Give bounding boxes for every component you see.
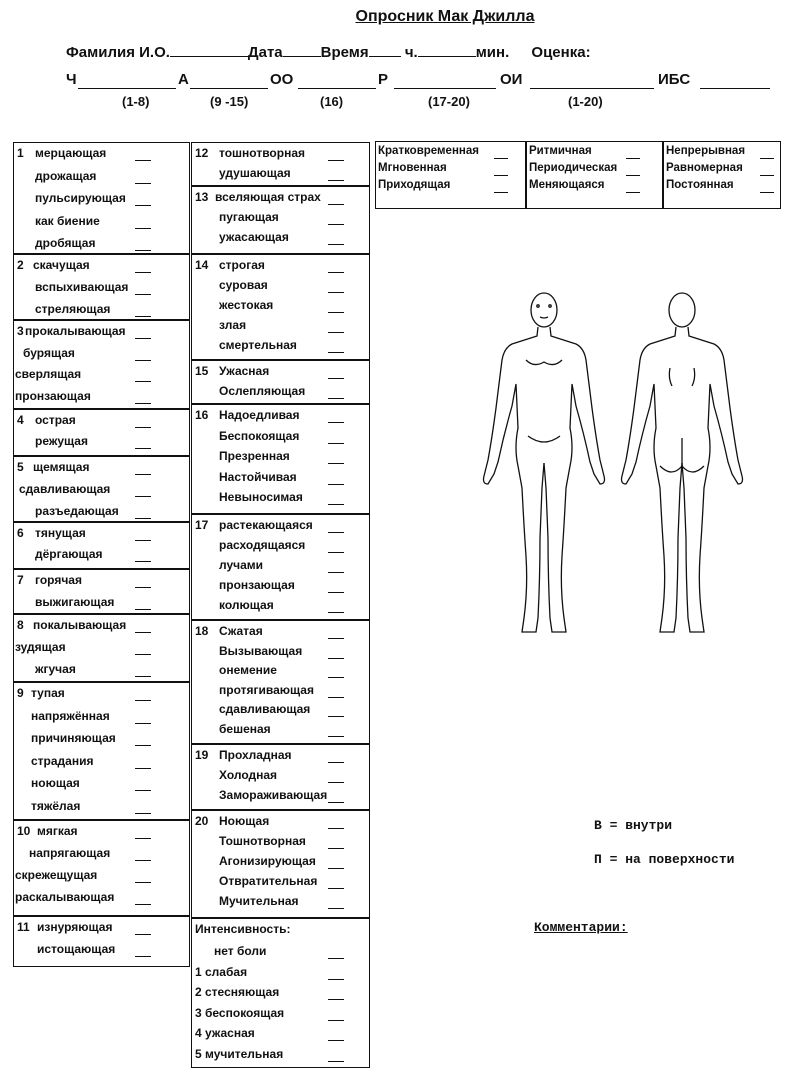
descriptor-checkbox[interactable] xyxy=(135,860,151,861)
legend-surface: П = на поверхности xyxy=(594,852,735,867)
index-field[interactable] xyxy=(700,88,770,89)
intensity-checkbox[interactable] xyxy=(328,1061,344,1062)
descriptor-word: сверлящая xyxy=(15,367,82,381)
descriptor-word: Сжатая xyxy=(219,624,263,638)
descriptor-word: острая xyxy=(35,413,76,427)
page-title: Опросник Мак Джилла xyxy=(355,8,535,25)
descriptor-checkbox[interactable] xyxy=(328,532,344,533)
descriptor-word: горячая xyxy=(35,573,82,587)
descriptor-checkbox[interactable] xyxy=(328,160,344,161)
descriptor-checkbox[interactable] xyxy=(328,572,344,573)
descriptor-checkbox[interactable] xyxy=(135,338,151,339)
descriptor-checkbox[interactable] xyxy=(135,250,151,251)
temporal-word: Постоянная xyxy=(666,179,734,191)
descriptor-checkbox[interactable] xyxy=(328,332,344,333)
descriptor-word: тянущая xyxy=(35,526,86,540)
descriptor-checkbox[interactable] xyxy=(135,768,151,769)
descriptor-word: бурящая xyxy=(23,345,75,360)
descriptor-word: суровая xyxy=(219,278,268,292)
descriptor-checkbox[interactable] xyxy=(328,677,344,678)
descriptor-checkbox[interactable] xyxy=(328,868,344,869)
group-number: 11 xyxy=(17,920,30,934)
descriptor-checkbox[interactable] xyxy=(328,422,344,423)
descriptor-checkbox[interactable] xyxy=(135,934,151,935)
descriptor-checkbox[interactable] xyxy=(328,592,344,593)
descriptor-word: пронзающая xyxy=(219,578,295,592)
intensity-checkbox[interactable] xyxy=(328,1040,344,1041)
descriptor-word: выжигающая xyxy=(35,595,115,609)
descriptor-word: смертельная xyxy=(219,338,297,352)
minutes-label: мин. xyxy=(475,44,510,61)
descriptor-checkbox[interactable] xyxy=(328,802,344,803)
descriptor-checkbox[interactable] xyxy=(328,378,344,379)
descriptor-word: скрежещущая xyxy=(15,868,98,882)
descriptor-word: мерцающая xyxy=(35,146,107,160)
hours-label: ч. xyxy=(404,44,418,61)
descriptor-checkbox[interactable] xyxy=(328,697,344,698)
index-label: ОИ xyxy=(500,71,523,88)
temporal-checkbox[interactable] xyxy=(760,175,774,176)
descriptor-word: тошнотворная xyxy=(219,146,306,160)
temporal-word: Приходящая xyxy=(378,179,451,191)
group-number: 12 xyxy=(195,146,209,160)
descriptor-word: вспыхивающая xyxy=(35,280,129,294)
group-number: 4 xyxy=(17,413,24,427)
descriptor-checkbox[interactable] xyxy=(135,790,151,791)
descriptor-word: пугающая xyxy=(219,210,279,224)
index-label: Р xyxy=(378,71,389,88)
descriptor-word: причиняющая xyxy=(31,731,116,745)
index-label: ОО xyxy=(270,71,294,88)
descriptor-checkbox[interactable] xyxy=(135,316,151,317)
descriptor-checkbox[interactable] xyxy=(135,561,151,562)
descriptor-checkbox[interactable] xyxy=(135,381,151,382)
descriptor-checkbox[interactable] xyxy=(135,904,151,905)
descriptor-word: Презренная xyxy=(219,449,290,463)
descriptor-word: протягивающая xyxy=(219,682,314,697)
temporal-word: Непрерывная xyxy=(666,145,746,157)
intensity-checkbox[interactable] xyxy=(328,1020,344,1021)
temporal-checkbox[interactable] xyxy=(494,175,508,176)
descriptor-checkbox[interactable] xyxy=(135,654,151,655)
descriptor-word: сдавливающая xyxy=(219,702,311,716)
descriptor-word: страдания xyxy=(31,753,94,768)
descriptor-checkbox[interactable] xyxy=(328,552,344,553)
intensity-heading: Интенсивность: xyxy=(195,922,291,936)
temporal-word: Мгновенная xyxy=(378,162,447,174)
descriptor-checkbox[interactable] xyxy=(135,700,151,701)
intensity-checkbox[interactable] xyxy=(328,999,344,1000)
descriptor-checkbox[interactable] xyxy=(328,828,344,829)
descriptor-word: Вызывающая xyxy=(219,643,303,658)
descriptor-checkbox[interactable] xyxy=(135,474,151,475)
group-number: 8 xyxy=(17,618,24,632)
group-number: 13 xyxy=(195,190,209,204)
index-label: А xyxy=(178,71,189,88)
descriptor-checkbox[interactable] xyxy=(328,224,344,225)
temporal-checkbox[interactable] xyxy=(760,158,774,159)
descriptor-word: Ужасная xyxy=(219,364,270,378)
group-number: 6 xyxy=(17,526,24,540)
descriptor-checkbox[interactable] xyxy=(328,463,344,464)
descriptor-checkbox[interactable] xyxy=(328,484,344,485)
temporal-word: Меняющаяся xyxy=(529,179,605,191)
temporal-checkbox[interactable] xyxy=(494,158,508,159)
descriptor-word: как биение xyxy=(35,213,100,228)
intensity-item: 3 беспокоящая xyxy=(195,1005,285,1020)
header-fields-row xyxy=(66,42,591,61)
descriptor-word: Надоедливая xyxy=(219,408,300,422)
descriptor-checkbox[interactable] xyxy=(135,632,151,633)
temporal-word: Периодическая xyxy=(529,162,618,174)
intensity-item: 2 стесняющая xyxy=(195,985,280,999)
descriptor-word: изнуряющая xyxy=(37,920,113,934)
descriptor-checkbox[interactable] xyxy=(135,676,151,677)
index-field[interactable] xyxy=(78,88,176,89)
descriptor-checkbox[interactable] xyxy=(135,360,151,361)
descriptor-checkbox[interactable] xyxy=(328,612,344,613)
descriptor-checkbox[interactable] xyxy=(328,312,344,313)
descriptor-word: лучами xyxy=(219,558,264,572)
descriptor-word: жгучая xyxy=(35,662,76,676)
descriptor-checkbox[interactable] xyxy=(328,658,344,659)
descriptor-checkbox[interactable] xyxy=(328,272,344,273)
descriptor-checkbox[interactable] xyxy=(328,888,344,889)
descriptor-checkbox[interactable] xyxy=(328,848,344,849)
descriptor-word: тупая xyxy=(31,686,65,700)
descriptor-word: Невыносимая xyxy=(219,490,303,504)
descriptor-word: Отвратительная xyxy=(219,874,318,888)
group-number: 19 xyxy=(195,748,209,762)
group-number: 15 xyxy=(195,364,209,378)
group-number: 2 xyxy=(17,258,24,272)
descriptor-word: Агонизирующая xyxy=(219,854,316,868)
descriptor-word: расходящаяся xyxy=(219,538,306,552)
temporal-word: Равномерная xyxy=(666,162,743,174)
index-label: Ч xyxy=(66,71,77,88)
group-number: 17 xyxy=(195,518,209,532)
temporal-checkbox[interactable] xyxy=(626,175,640,176)
descriptor-checkbox[interactable] xyxy=(328,504,344,505)
descriptor-checkbox[interactable] xyxy=(328,716,344,717)
descriptor-word: дробящая xyxy=(35,236,96,250)
temporal-word: Ритмичная xyxy=(529,145,592,157)
descriptor-checkbox[interactable] xyxy=(135,745,151,746)
index-field[interactable] xyxy=(190,88,268,89)
descriptor-checkbox[interactable] xyxy=(135,540,151,541)
descriptor-word: прокалывающая xyxy=(25,324,126,338)
descriptor-word: Холодная xyxy=(219,768,278,782)
descriptor-checkbox[interactable] xyxy=(135,882,151,883)
descriptor-checkbox[interactable] xyxy=(135,294,151,295)
descriptor-checkbox[interactable] xyxy=(135,587,151,588)
descriptor-checkbox[interactable] xyxy=(135,956,151,957)
descriptor-word: Ноющая xyxy=(219,814,270,828)
descriptor-checkbox[interactable] xyxy=(135,160,151,161)
intensity-checkbox[interactable] xyxy=(328,979,344,980)
temporal-checkbox[interactable] xyxy=(494,192,508,193)
descriptor-checkbox[interactable] xyxy=(328,292,344,293)
descriptor-checkbox[interactable] xyxy=(135,205,151,206)
descriptor-checkbox[interactable] xyxy=(328,443,344,444)
intensity-checkbox[interactable] xyxy=(328,958,344,959)
descriptor-checkbox[interactable] xyxy=(328,244,344,245)
descriptor-word: щемящая xyxy=(33,460,90,474)
descriptor-word: Замораживающая xyxy=(219,788,328,802)
descriptor-word: Настойчивая xyxy=(219,469,297,484)
group-number: 9 xyxy=(17,686,24,700)
descriptor-checkbox[interactable] xyxy=(328,762,344,763)
descriptor-word: Мучительная xyxy=(219,894,299,908)
group-number: 18 xyxy=(195,624,209,638)
descriptor-word: скачущая xyxy=(33,258,90,272)
descriptor-word: сдавливающая xyxy=(19,482,111,496)
group-number: 7 xyxy=(17,573,24,587)
temporal-word: Кратковременная xyxy=(378,145,479,157)
descriptor-checkbox[interactable] xyxy=(328,204,344,205)
index-label: ИБС xyxy=(658,71,691,88)
descriptor-word: колющая xyxy=(219,598,274,612)
group-number: 14 xyxy=(195,258,209,272)
descriptor-checkbox[interactable] xyxy=(328,352,344,353)
date-label: Дата xyxy=(247,44,283,61)
descriptor-checkbox[interactable] xyxy=(328,736,344,737)
descriptor-checkbox[interactable] xyxy=(135,838,151,839)
score-label: Оценка: xyxy=(531,44,591,61)
temporal-checkbox[interactable] xyxy=(760,192,774,193)
descriptor-word: вселяющая страх xyxy=(215,190,321,204)
time-hours-field[interactable] xyxy=(369,42,401,57)
time-label: Время xyxy=(320,44,369,61)
descriptor-checkbox[interactable] xyxy=(328,180,344,181)
fio-field[interactable] xyxy=(170,42,248,57)
index-field[interactable] xyxy=(394,88,496,89)
descriptor-word: бешеная xyxy=(219,721,271,736)
index-range: (9 -15) xyxy=(210,94,249,109)
descriptor-word: растекающаяся xyxy=(219,518,313,532)
descriptor-word: Ослепляющая xyxy=(219,384,306,398)
descriptor-word: напрягающая xyxy=(29,846,111,860)
descriptor-checkbox[interactable] xyxy=(135,183,151,184)
intensity-item: 4 ужасная xyxy=(195,1026,255,1040)
descriptor-word: тяжёлая xyxy=(31,798,81,813)
descriptor-word: Беспокоящая xyxy=(219,428,300,443)
temporal-checkbox[interactable] xyxy=(626,192,640,193)
descriptor-checkbox[interactable] xyxy=(135,609,151,610)
descriptor-word: дрожащая xyxy=(35,168,97,183)
intensity-item: нет боли xyxy=(214,944,267,958)
descriptor-word: Прохладная xyxy=(219,748,292,762)
descriptor-word: зудящая xyxy=(15,640,66,654)
descriptor-checkbox[interactable] xyxy=(135,723,151,724)
index-range: (1-8) xyxy=(122,94,150,109)
index-field[interactable] xyxy=(530,88,654,89)
group-number: 5 xyxy=(17,460,24,474)
legend-inside: В = внутри xyxy=(594,818,673,833)
descriptor-word: строгая xyxy=(219,258,265,272)
descriptor-word: жестокая xyxy=(219,298,274,312)
descriptor-word: разъедающая xyxy=(35,504,119,518)
comments-label: Комментарии: xyxy=(534,920,628,935)
index-range: (1-20) xyxy=(568,94,603,109)
intensity-item: 5 мучительная xyxy=(195,1046,284,1061)
descriptor-checkbox[interactable] xyxy=(135,228,151,229)
descriptor-word: пульсирующая xyxy=(35,191,126,205)
index-range: (16) xyxy=(320,94,344,109)
temporal-checkbox[interactable] xyxy=(626,158,640,159)
descriptor-checkbox[interactable] xyxy=(135,518,151,519)
fio-label: Фамилия И.О. xyxy=(66,44,170,61)
descriptor-checkbox[interactable] xyxy=(328,908,344,909)
descriptor-checkbox[interactable] xyxy=(135,813,151,814)
descriptor-word: пронзающая xyxy=(15,388,91,403)
descriptor-checkbox[interactable] xyxy=(328,398,344,399)
descriptor-checkbox[interactable] xyxy=(135,427,151,428)
group-number: 3 xyxy=(17,324,24,338)
body-figure-back[interactable] xyxy=(616,288,748,638)
group-number: 20 xyxy=(195,814,209,828)
index-field[interactable] xyxy=(298,88,376,89)
descriptor-word: стреляющая xyxy=(35,302,111,316)
descriptor-word: удушающая xyxy=(219,166,291,180)
descriptor-word: покалывающая xyxy=(33,618,127,632)
descriptor-word: дёргающая xyxy=(35,547,103,561)
intensity-item: 1 слабая xyxy=(195,964,248,979)
descriptor-word: злая xyxy=(219,318,247,332)
descriptor-checkbox[interactable] xyxy=(135,448,151,449)
descriptor-word: режущая xyxy=(35,434,88,448)
descriptor-checkbox[interactable] xyxy=(328,638,344,639)
descriptor-word: Тошнотворная xyxy=(219,834,306,848)
descriptor-word: мягкая xyxy=(37,824,78,838)
descriptor-checkbox[interactable] xyxy=(328,782,344,783)
index-range: (17-20) xyxy=(428,94,470,109)
descriptor-checkbox[interactable] xyxy=(135,496,151,497)
descriptor-word: онемение xyxy=(219,663,277,677)
descriptor-checkbox[interactable] xyxy=(135,403,151,404)
descriptor-word: истощающая xyxy=(37,942,116,956)
group-number: 16 xyxy=(195,408,209,422)
group-number: 1 xyxy=(17,146,24,160)
descriptor-word: ужасающая xyxy=(219,230,289,244)
time-minutes-field[interactable] xyxy=(418,42,476,57)
descriptor-word: раскалывающая xyxy=(15,890,115,904)
descriptor-word: напряжённая xyxy=(31,708,110,723)
date-field[interactable] xyxy=(283,42,321,57)
group-number: 10 xyxy=(17,824,31,838)
body-figure-front[interactable] xyxy=(478,288,610,638)
descriptor-checkbox[interactable] xyxy=(135,272,151,273)
descriptor-word: ноющая xyxy=(31,776,80,790)
